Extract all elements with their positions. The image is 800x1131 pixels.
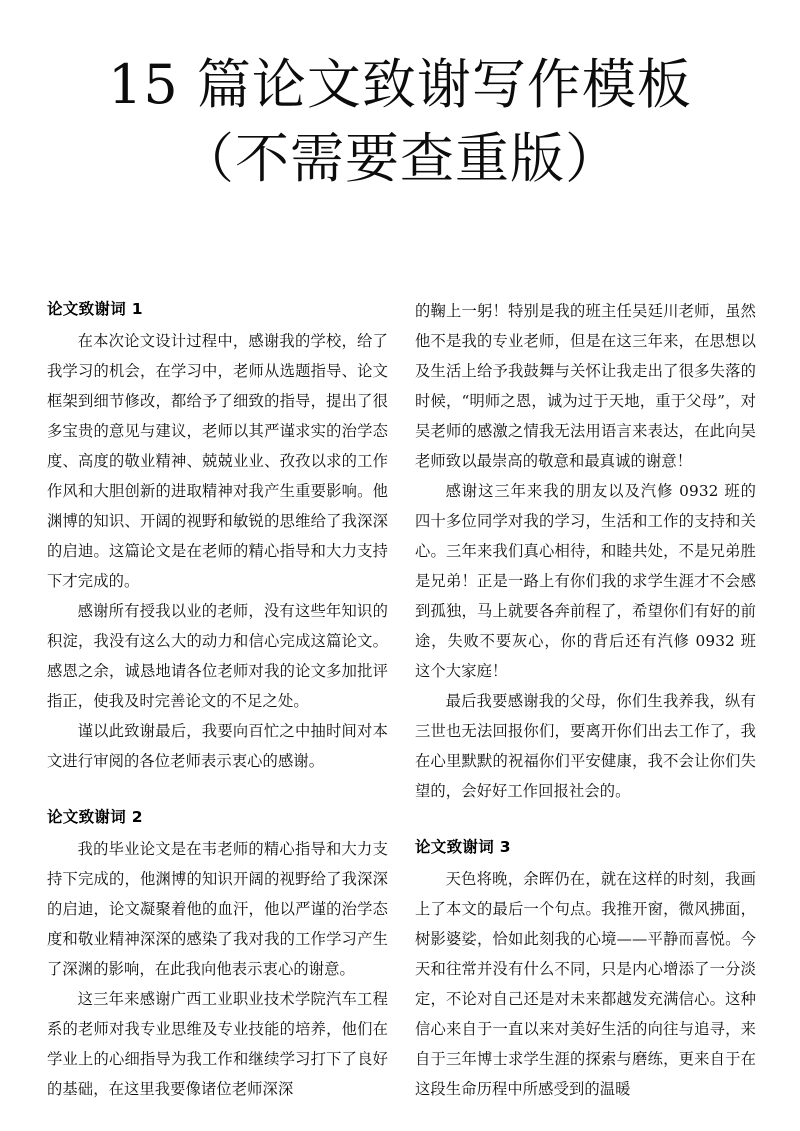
section-thanks-2-continued bbox=[415, 296, 756, 806]
right-column bbox=[415, 296, 756, 1096]
section-thanks-1 bbox=[47, 296, 388, 776]
paragraph: 的鞠上一躬！特别是我的班主任吴廷川老师，虽然他不是我的专业老师，但是在这三年来，在思想以及生活上给予我鼓舞与关怀让我走出了很多失落的时候，“明师之恩，诚为过于天地，重于父母”，对吴老师的感激之情我无法用语言来表达，在此向吴老师致以最崇高的敬意和最真诚的谢意！ bbox=[415, 302, 756, 470]
title-line-2: （不需要查重版） bbox=[180, 127, 620, 190]
section-body-2-continued bbox=[415, 296, 756, 806]
paragraph: 谨以此致谢最后，我要向百忙之中抽时间对本文进行审阅的各位老师表示衷心的感谢。 bbox=[47, 722, 388, 770]
section-body-2 bbox=[47, 834, 388, 1104]
section-body-1 bbox=[47, 326, 388, 776]
paragraph: 在本次论文设计过程中，感谢我的学校，给了我学习的机会，在学习中，老师从选题指导、论文框架到细节修改，都给予了细致的指导，提出了很多宝贵的意见与建议，老师以其严谨求实的治学态度、高度的敬业精神、兢兢业业、孜孜以求的工作作风和大胆创新的进取精神对我产生重要影响。他渊博的知识、开阔的视野和敏锐的思维给了我深深的启迪。这篇论文是在老师的精心指导和大力支持下才完成的。 bbox=[47, 332, 388, 590]
section-thanks-2 bbox=[47, 804, 388, 1104]
left-column bbox=[47, 296, 388, 1096]
section-thanks-3 bbox=[415, 834, 756, 1104]
paragraph: 最后我要感谢我的父母，你们生我养我，纵有三世也无法回报你们，要离开你们出去工作了，我在心里默默的祝福你们平安健康，我不会让你们失望的，会好好工作回报社会的。 bbox=[415, 692, 756, 800]
two-column-body bbox=[47, 296, 755, 1096]
title-line-1: 15 篇论文致谢写作模板 bbox=[108, 53, 692, 116]
section-heading-2: 论文致谢词 2 bbox=[47, 808, 143, 826]
paragraph: 这三年来感谢广西工业职业技术学院汽车工程系的老师对我专业思维及专业技能的培养，他们在学业上的心细指导为我工作和继续学习打下了良好的基础，在这里我要像诸位老师深深 bbox=[47, 990, 388, 1098]
section-heading-1: 论文致谢词 1 bbox=[47, 300, 143, 318]
document-title bbox=[0, 48, 800, 196]
paragraph: 感谢所有授我以业的老师，没有这些年知识的积淀，我没有这么大的动力和信心完成这篇论文。感恩之余，诚恳地请各位老师对我的论文多加批评指正，使我及时完善论文的不足之处。 bbox=[47, 602, 388, 710]
section-body-3 bbox=[415, 864, 756, 1104]
paragraph: 天色将晚，余晖仍在，就在这样的时刻，我画上了本文的最后一个句点。我推开窗，微风拂面，树影婆娑，恰如此刻我的心境——平静而喜悦。今天和往常并没有什么不同，只是内心增添了一分淡定，不论对自己还是对未来都越发充满信心。这种信心来自于一直以来对美好生活的向往与追寻，来自于三年博士求学生涯的探索与磨练，更来自于在这段生命历程中所感受到的温暖 bbox=[415, 870, 756, 1098]
paragraph: 感谢这三年来我的朋友以及汽修 0932 班的四十多位同学对我的学习，生活和工作的支持和关心。三年来我们真心相待，和睦共处，不是兄弟胜是兄弟！正是一路上有你们我的求学生涯才不会感到孤独，马上就要各奔前程了，希望你们有好的前途，失败不要灰心，你的背后还有汽修 0932 班这个大家庭！ bbox=[415, 482, 756, 680]
section-heading-3: 论文致谢词 3 bbox=[415, 838, 511, 856]
paragraph: 我的毕业论文是在韦老师的精心指导和大力支持下完成的，他渊博的知识开阔的视野给了我深深的启迪，论文凝聚着他的血汗，他以严谨的治学态度和敬业精神深深的感染了我对我的工作学习产生了深渊的影响，在此我向他表示衷心的谢意。 bbox=[47, 840, 388, 978]
